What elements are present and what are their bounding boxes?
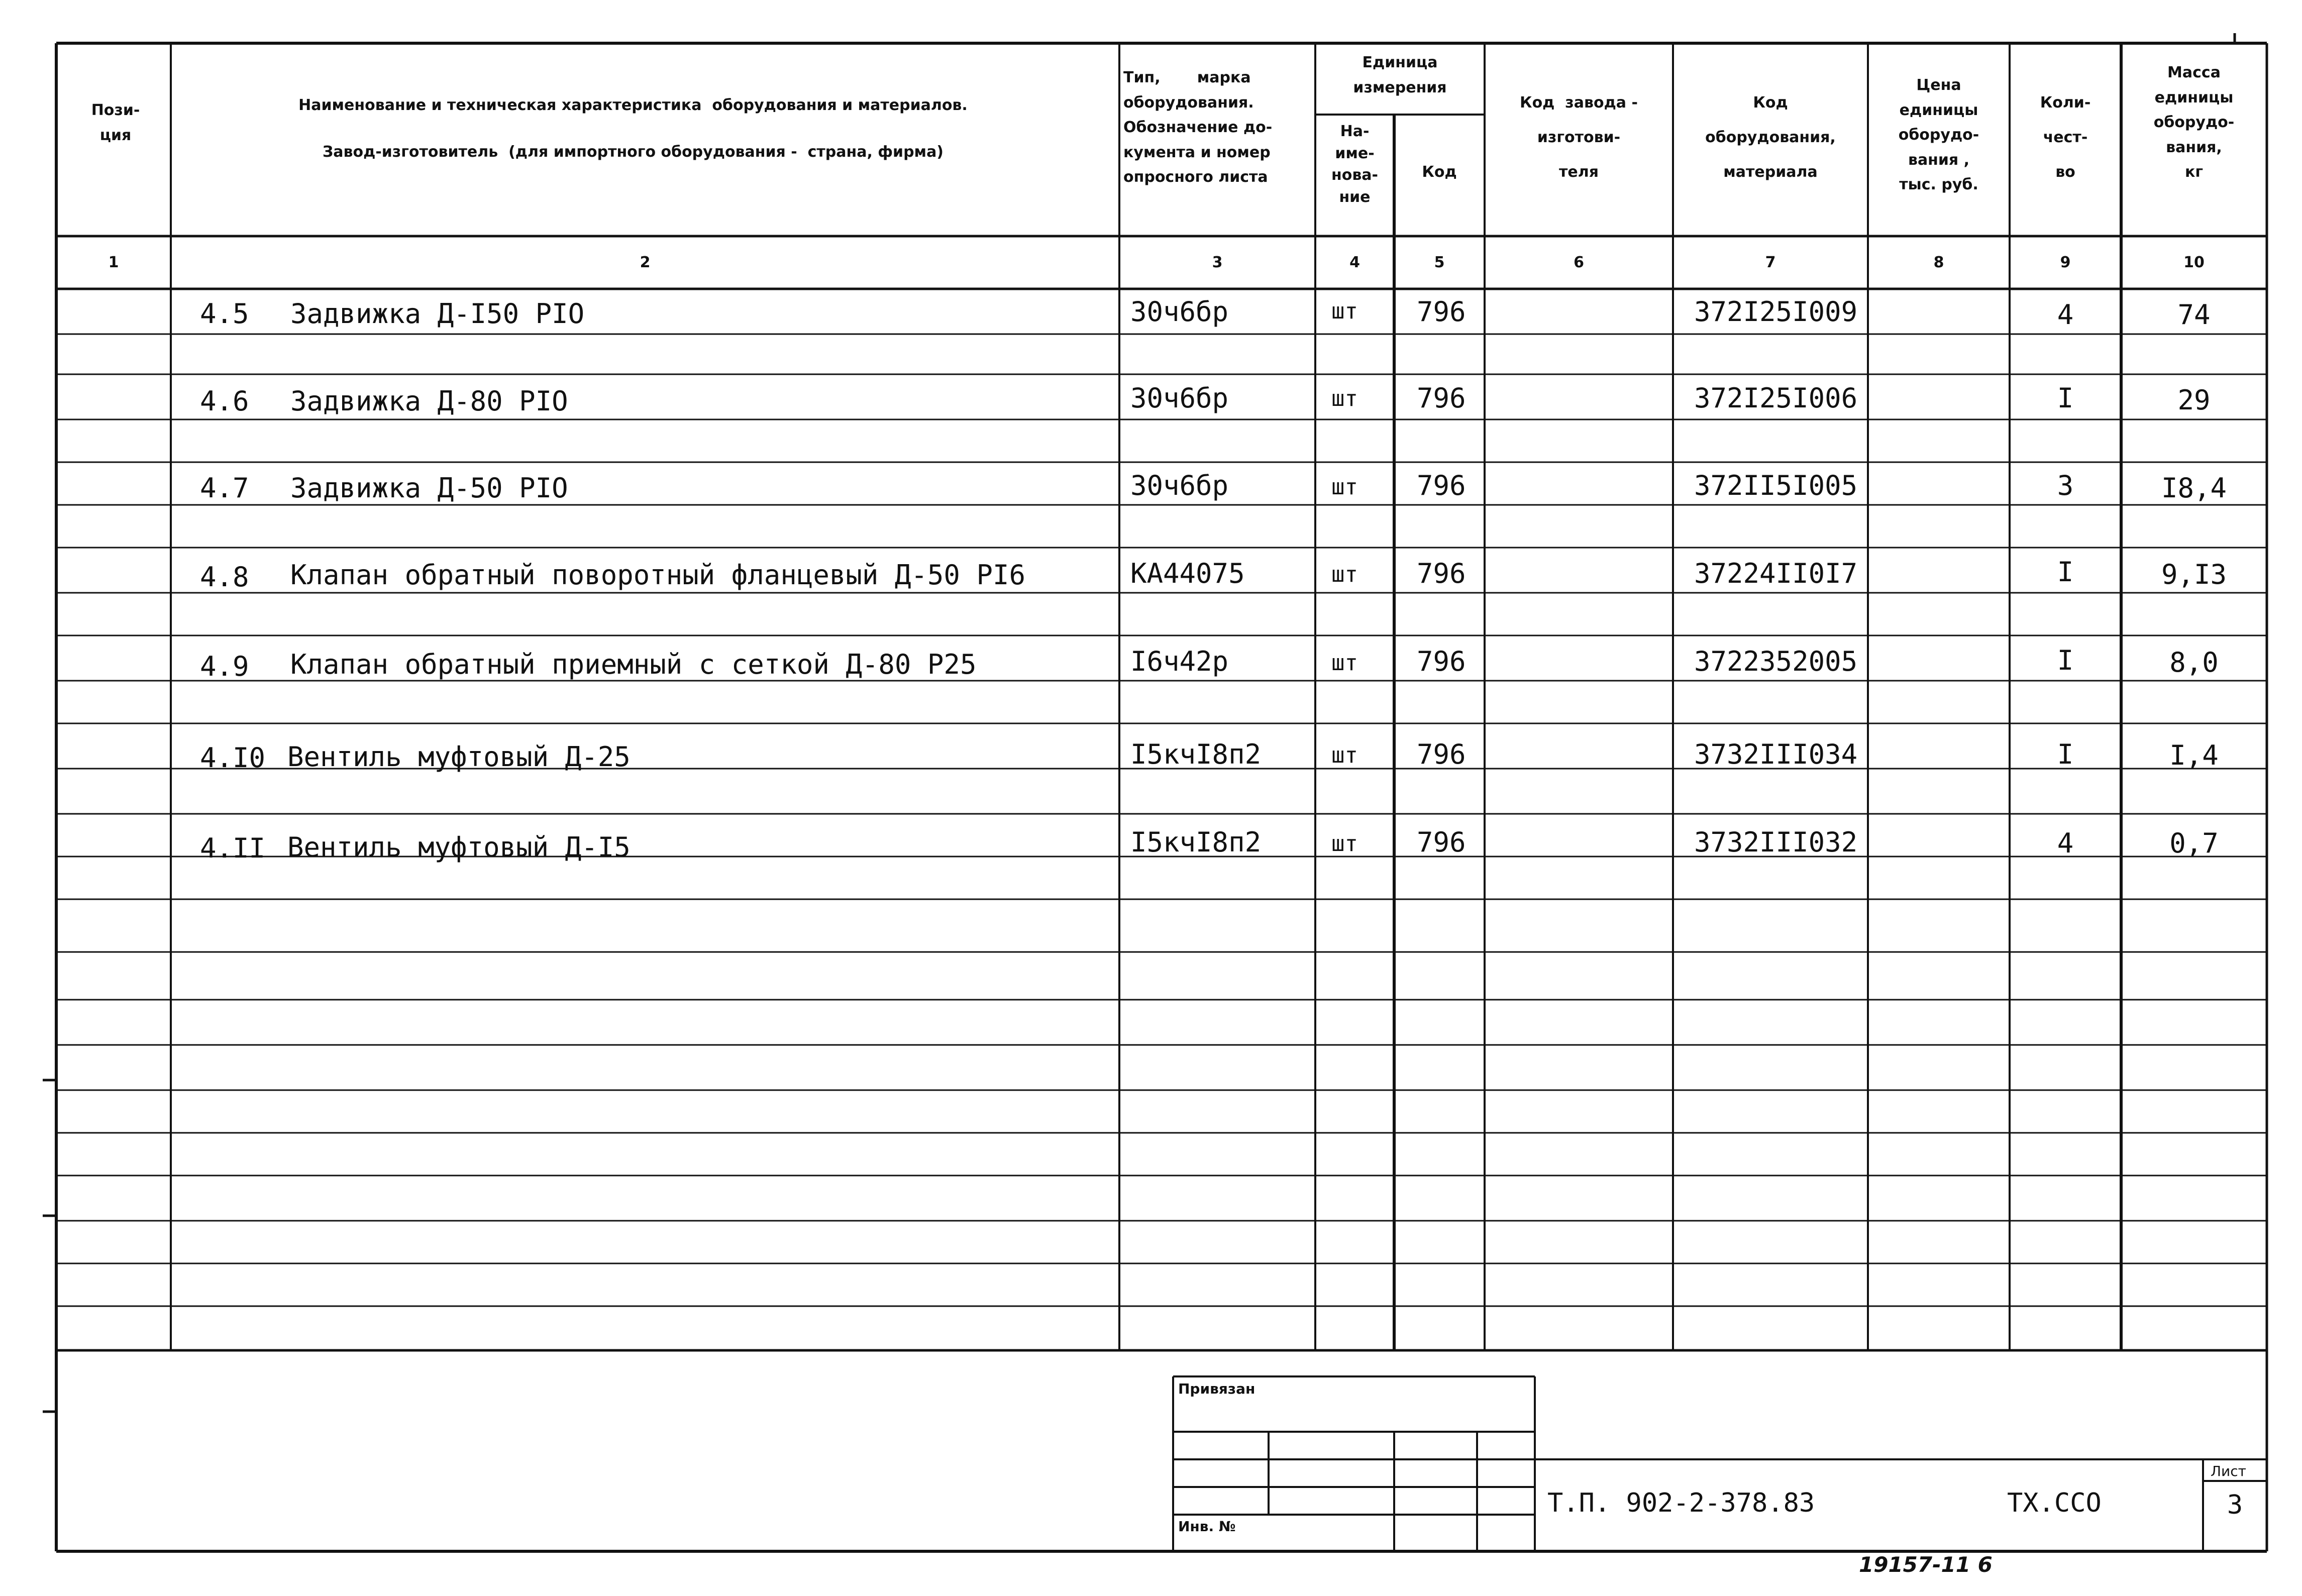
table-row-equipment-code: 372II5I005 [1694, 470, 1858, 501]
header-quantity: Коли- чест- во [2040, 94, 2091, 181]
table-row-unit: шт [1331, 562, 1358, 587]
table-row-unit-code: 796 [1417, 738, 1466, 770]
table-row-unit-code: 796 [1417, 470, 1466, 501]
table-row-equipment-code: 37224II0I7 [1694, 558, 1858, 589]
header-name-line2: Завод-изготовитель (для импортного оборудования - страна, фирма) [322, 143, 944, 161]
table-row-name: Клапан обратный приемный с сеткой Д-80 P25 [290, 649, 977, 680]
table-row-unit: шт [1331, 298, 1358, 324]
column-number: 3 [1212, 254, 1223, 271]
header-unit-name: На- име- нова- ние [1331, 123, 1379, 206]
table-row-mass: 0,7 [2169, 827, 2219, 859]
table-row-unit-code: 796 [1417, 296, 1466, 328]
handwritten-archive-number: 19157-11 6 [1859, 1552, 1993, 1577]
table-row-unit: шт [1331, 831, 1358, 857]
column-number: 8 [1933, 254, 1944, 271]
header-position: Пози- ция [91, 101, 140, 144]
table-row-quantity: I [2057, 645, 2074, 676]
table-row-unit-code: 796 [1417, 646, 1466, 677]
column-number: 6 [1574, 254, 1584, 271]
table-row-position: 4.8 [200, 561, 249, 593]
table-row-type: I5кчI8п2 [1130, 738, 1262, 770]
table-row-name: Задвижка Д-80 PIO [290, 385, 568, 417]
table-row-mass: I,4 [2169, 739, 2219, 771]
table-row-unit: шт [1331, 474, 1358, 500]
column-number: 1 [108, 254, 119, 271]
header-equipment-code: Код оборудования, материала [1705, 94, 1836, 181]
table-row-position: 4.I0 [200, 742, 266, 774]
table-row-quantity: I [2057, 738, 2074, 770]
table-row-type: I6ч42р [1130, 646, 1229, 677]
table-row-type: 30ч6бр [1130, 296, 1229, 328]
table-row-position: 4.5 [200, 298, 249, 330]
table-row-unit-code: 796 [1417, 382, 1466, 414]
table-row-mass: 74 [2177, 299, 2211, 331]
header-price: Цена единицы оборудо- вания , тыс. руб. [1898, 76, 1979, 193]
table-row-quantity: I [2057, 382, 2074, 414]
column-number: 2 [640, 254, 651, 271]
table-row-equipment-code: 3722352005 [1694, 646, 1858, 677]
table-row-mass: I8,4 [2161, 472, 2227, 504]
table-row-quantity: 4 [2057, 827, 2074, 859]
table-row-unit-code: 796 [1417, 558, 1466, 589]
table-row-equipment-code: 3732III032 [1694, 826, 1858, 858]
table-row-unit: шт [1331, 650, 1358, 676]
stamp-privyazan: Привязан [1178, 1380, 1255, 1397]
table-row-quantity: I [2057, 556, 2074, 588]
table-row-name: Задвижка Д-I50 PIO [290, 298, 585, 330]
column-number: 10 [2183, 254, 2205, 271]
table-row-mass: 8,0 [2169, 647, 2219, 678]
table-row-mass: 29 [2177, 384, 2211, 416]
table-row-position: 4.7 [200, 472, 249, 504]
table-row-type: I5кчI8п2 [1130, 826, 1262, 858]
table-row-type: КА44075 [1130, 558, 1245, 589]
table-row-quantity: 3 [2057, 470, 2074, 501]
table-row-name: Вентиль муфтовый Д-25 [287, 741, 631, 773]
stamp-sheet-number: 3 [2227, 1490, 2243, 1520]
column-number: 5 [1434, 254, 1445, 271]
table-row-unit-code: 796 [1417, 826, 1466, 858]
table-row-unit: шт [1331, 742, 1358, 768]
header-type: Тип, марка оборудования. Обозначение до- кумента и номер опросного листа [1123, 69, 1273, 186]
column-number: 9 [2060, 254, 2071, 271]
table-row-name: Задвижка Д-50 PIO [290, 472, 568, 504]
header-mass: Масса единицы оборудо- вания, кг [2153, 64, 2235, 181]
table-row-position: 4.6 [200, 385, 249, 417]
table-row-position: 4.9 [200, 651, 249, 682]
table-row-mass: 9,I3 [2161, 559, 2227, 590]
table-row-quantity: 4 [2057, 299, 2074, 331]
table-row-type: 30ч6бр [1130, 470, 1229, 501]
table-row-type: 30ч6бр [1130, 382, 1229, 414]
header-name-line1: Наименование и техническая характеристика оборудования и материалов. [298, 96, 968, 114]
table-row-name: Вентиль муфтовый Д-I5 [287, 831, 631, 863]
stamp-document-code: ТХ.ССО [2007, 1488, 2102, 1518]
header-unit-code: Код [1422, 163, 1457, 181]
stamp-inventory-number: Инв. № [1178, 1518, 1236, 1535]
stamp-sheet-label: Лист [2211, 1463, 2246, 1479]
table-row-position: 4.II [200, 832, 266, 864]
table-row-unit: шт [1331, 386, 1358, 411]
column-number: 7 [1765, 254, 1776, 271]
header-factory-code: Код завода - изготови- теля [1520, 94, 1638, 181]
table-row-equipment-code: 372I25I009 [1694, 296, 1858, 328]
stamp-document-number: Т.П. 902-2-378.83 [1547, 1488, 1815, 1518]
table-row-equipment-code: 372I25I006 [1694, 382, 1858, 414]
header-unit-group: Единица измерения [1353, 54, 1447, 96]
table-row-name: Клапан обратный поворотный фланцевый Д-50 PI6 [290, 559, 1025, 591]
table-row-equipment-code: 3732III034 [1694, 738, 1858, 770]
column-number: 4 [1349, 254, 1360, 271]
